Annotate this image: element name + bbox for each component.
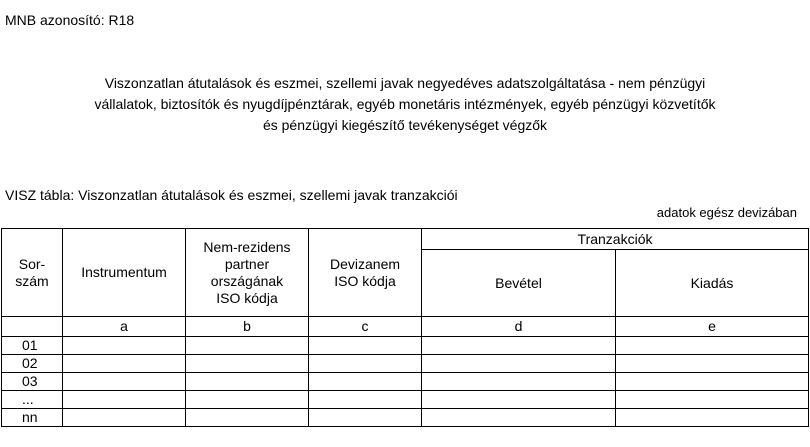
header-bevetel xyxy=(422,250,616,317)
report-title-line: Viszonzatlan átutalások és eszmei, szellemi javak negyedéves adatszolgáltatása - nem pénzügyi xyxy=(104,75,706,91)
transactions-table xyxy=(1,228,809,427)
mnb-identifier: MNB azonosító: R18 xyxy=(5,12,135,28)
table-cell xyxy=(309,391,422,409)
column-letter-empty xyxy=(2,317,63,337)
header-tranzakciok xyxy=(422,229,809,250)
table-cell xyxy=(616,337,809,355)
table-row xyxy=(2,391,809,409)
row-number: ... xyxy=(2,391,63,409)
table-cell xyxy=(63,373,186,391)
table-cell xyxy=(309,373,422,391)
unit-note: adatok egész devizában xyxy=(656,205,797,220)
table-title: VISZ tábla: Viszonzatlan átutalások és eszmei, szellemi javak tranzakciói xyxy=(5,187,458,203)
header-devizanem xyxy=(309,229,422,317)
column-letter: b xyxy=(186,317,309,337)
row-number: nn xyxy=(2,409,63,427)
table-cell xyxy=(309,409,422,427)
table-cell xyxy=(616,409,809,427)
table-row xyxy=(2,409,809,427)
column-letter: e xyxy=(616,317,809,337)
header-row-top xyxy=(2,229,809,250)
header-bevetel-label: Bevétel xyxy=(495,274,542,291)
header-partner-country xyxy=(186,229,309,317)
row-number: 01 xyxy=(2,337,63,355)
header-instrumentum-label: Instrumentum xyxy=(81,264,167,280)
table-cell xyxy=(422,373,616,391)
table-cell xyxy=(422,337,616,355)
table-cell xyxy=(186,373,309,391)
table-cell xyxy=(616,373,809,391)
table-cell xyxy=(422,391,616,409)
table-row xyxy=(2,373,809,391)
table-cell xyxy=(616,355,809,373)
table-cell xyxy=(63,391,186,409)
column-letter: d xyxy=(422,317,616,337)
table-cell xyxy=(422,355,616,373)
table-cell xyxy=(186,355,309,373)
header-kiadas xyxy=(616,250,809,317)
report-title-line: és pénzügyi kiegészítő tevékenységet végzők xyxy=(262,117,548,133)
column-letter: c xyxy=(309,317,422,337)
report-title-line: vállalatok, biztosítók és nyugdíjpénztárak, egyéb monetáris intézmények, egyéb pénzügyi közvetítők xyxy=(94,96,716,112)
header-tranzakciok-label: Tranzakciók xyxy=(577,230,653,247)
column-letter-row xyxy=(2,317,809,337)
table-cell xyxy=(186,391,309,409)
column-letter: a xyxy=(63,317,186,337)
table-cell xyxy=(309,355,422,373)
table-row xyxy=(2,355,809,373)
table-row xyxy=(2,337,809,355)
header-instrumentum xyxy=(63,229,186,317)
table-cell xyxy=(186,337,309,355)
table-cell xyxy=(422,409,616,427)
report-title xyxy=(0,73,810,136)
header-kiadas-label: Kiadás xyxy=(690,274,734,291)
header-devizanem-label: Devizanem ISO kódja xyxy=(329,255,401,289)
table-cell xyxy=(186,409,309,427)
table-cell xyxy=(63,355,186,373)
table-cell xyxy=(616,391,809,409)
row-number: 02 xyxy=(2,355,63,373)
header-sorszam xyxy=(2,229,63,317)
header-partner-country-label: Nem-rezidens partner országának ISO kódja xyxy=(203,238,291,306)
row-number: 03 xyxy=(2,373,63,391)
table-cell xyxy=(63,409,186,427)
table-cell xyxy=(63,337,186,355)
table-cell xyxy=(309,337,422,355)
header-sorszam-label: Sor- szám xyxy=(15,255,49,289)
